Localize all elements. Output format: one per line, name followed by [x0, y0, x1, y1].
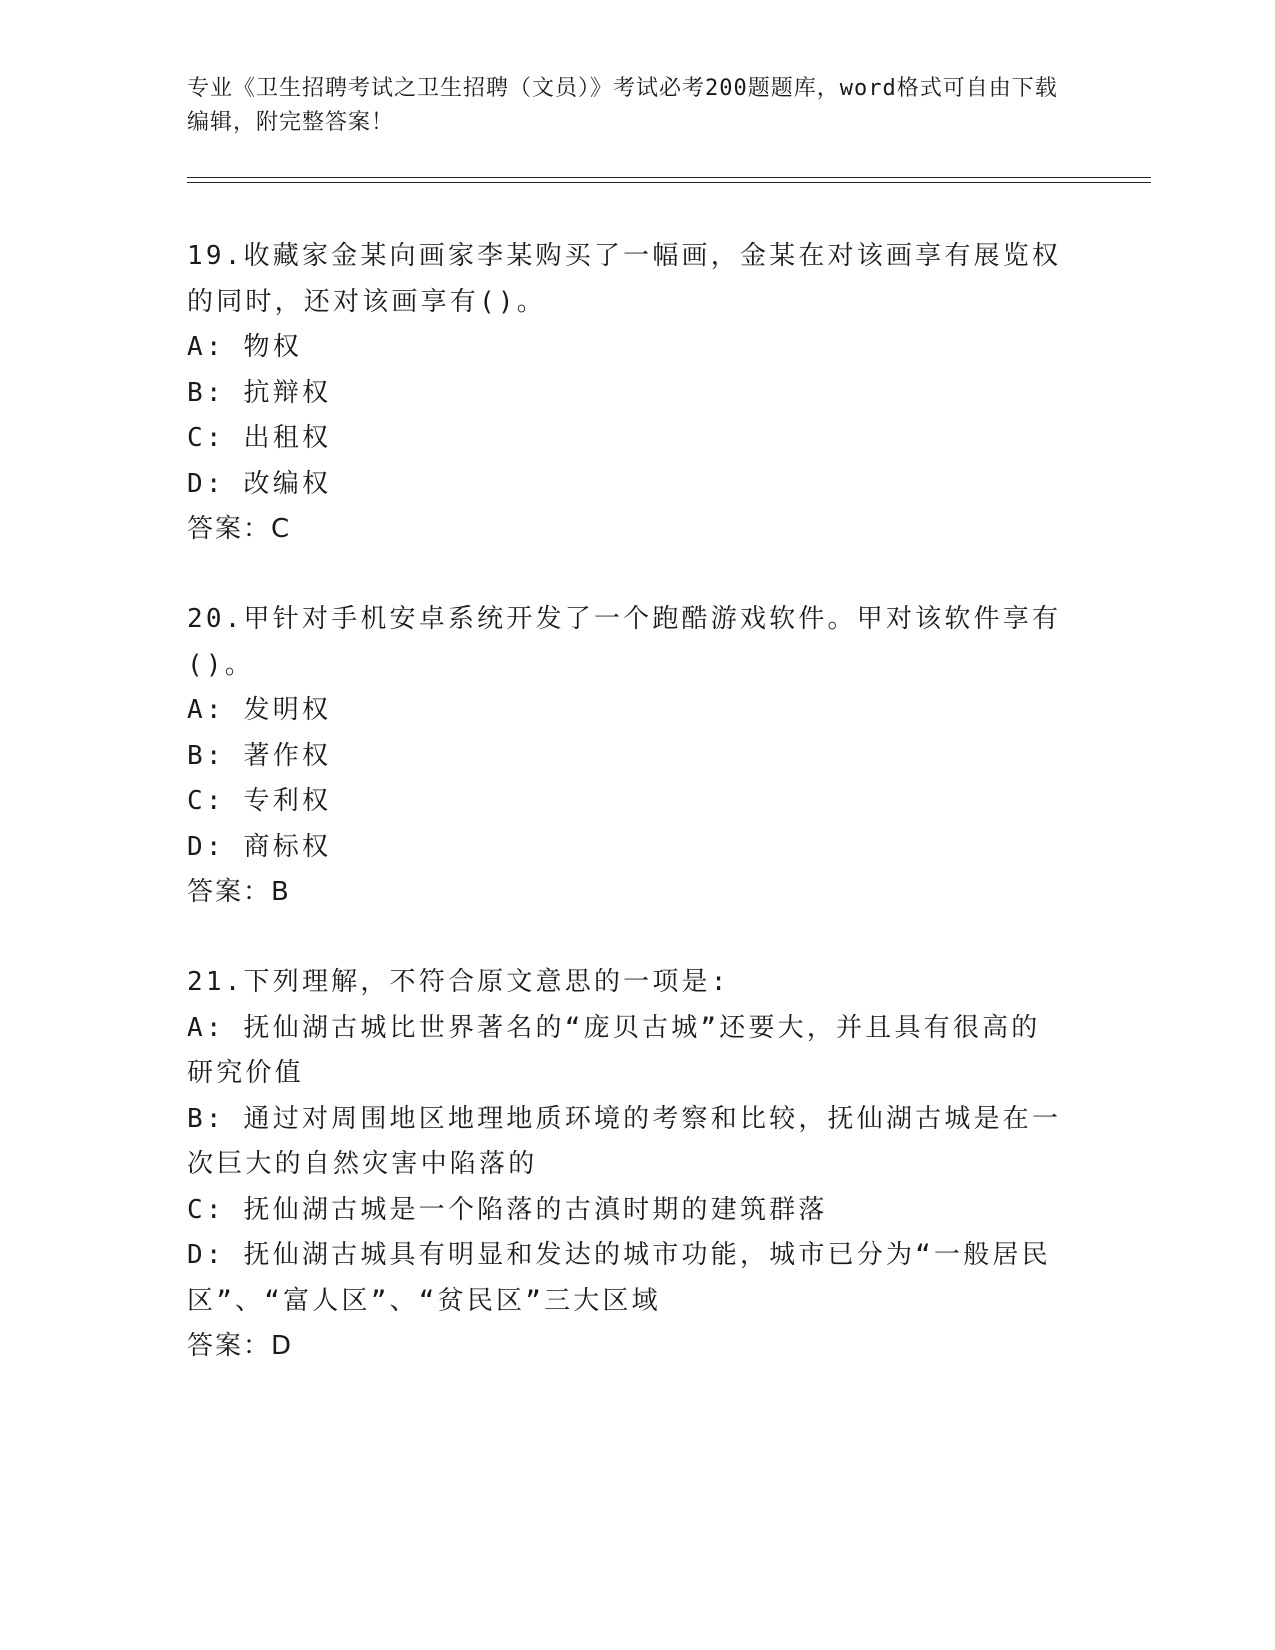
- option-c: C: 出租权: [187, 423, 332, 453]
- option-d: D: 改编权: [187, 468, 332, 499]
- option-b: B: 通过对周围地区地理地质环境的考察和比较，抚仙湖古城是在一次巨大的自然灾害中陷落的: [187, 1103, 1062, 1179]
- option-c: C: 专利权: [187, 786, 332, 816]
- option-b: B: 抗辩权: [187, 377, 332, 408]
- option-b: B: 著作权: [187, 740, 332, 771]
- question-19: [187, 234, 1067, 553]
- question-21: [187, 960, 1067, 1370]
- option-a: A: 发明权: [187, 695, 332, 725]
- header-divider-top: [187, 177, 1151, 178]
- answer: 答案：B: [187, 877, 291, 907]
- answer: 答案：C: [187, 514, 292, 544]
- option-d: D: 商标权: [187, 831, 332, 862]
- option-d: D: 抚仙湖古城具有明显和发达的城市功能，城市已分为“一般居民区”、“富人区”、“贫民区”三大区域: [187, 1240, 1051, 1316]
- question-stem: 21.下列理解，不符合原文意思的一项是:: [187, 967, 730, 997]
- option-c: C: 抚仙湖古城是一个陷落的古滇时期的建筑群落: [187, 1194, 828, 1225]
- question-stem: 20.甲针对手机安卓系统开发了一个跑酷游戏软件。甲对该软件享有()。: [187, 604, 1062, 680]
- option-a: A: 抚仙湖古城比世界著名的“庞贝古城”还要大，并且具有很高的研究价值: [187, 1012, 1041, 1088]
- answer: 答案：D: [187, 1331, 294, 1361]
- option-a: A: 物权: [187, 332, 302, 362]
- header-divider-bottom: [187, 182, 1151, 183]
- question-20: [187, 597, 1067, 916]
- document-header: 专业《卫生招聘考试之卫生招聘（文员）》考试必考200题题库，word格式可自由下载编辑，附完整答案！: [187, 76, 1058, 135]
- question-stem: 19.收藏家金某向画家李某购买了一幅画，金某在对该画享有展览权的同时，还对该画享有()。: [187, 241, 1062, 317]
